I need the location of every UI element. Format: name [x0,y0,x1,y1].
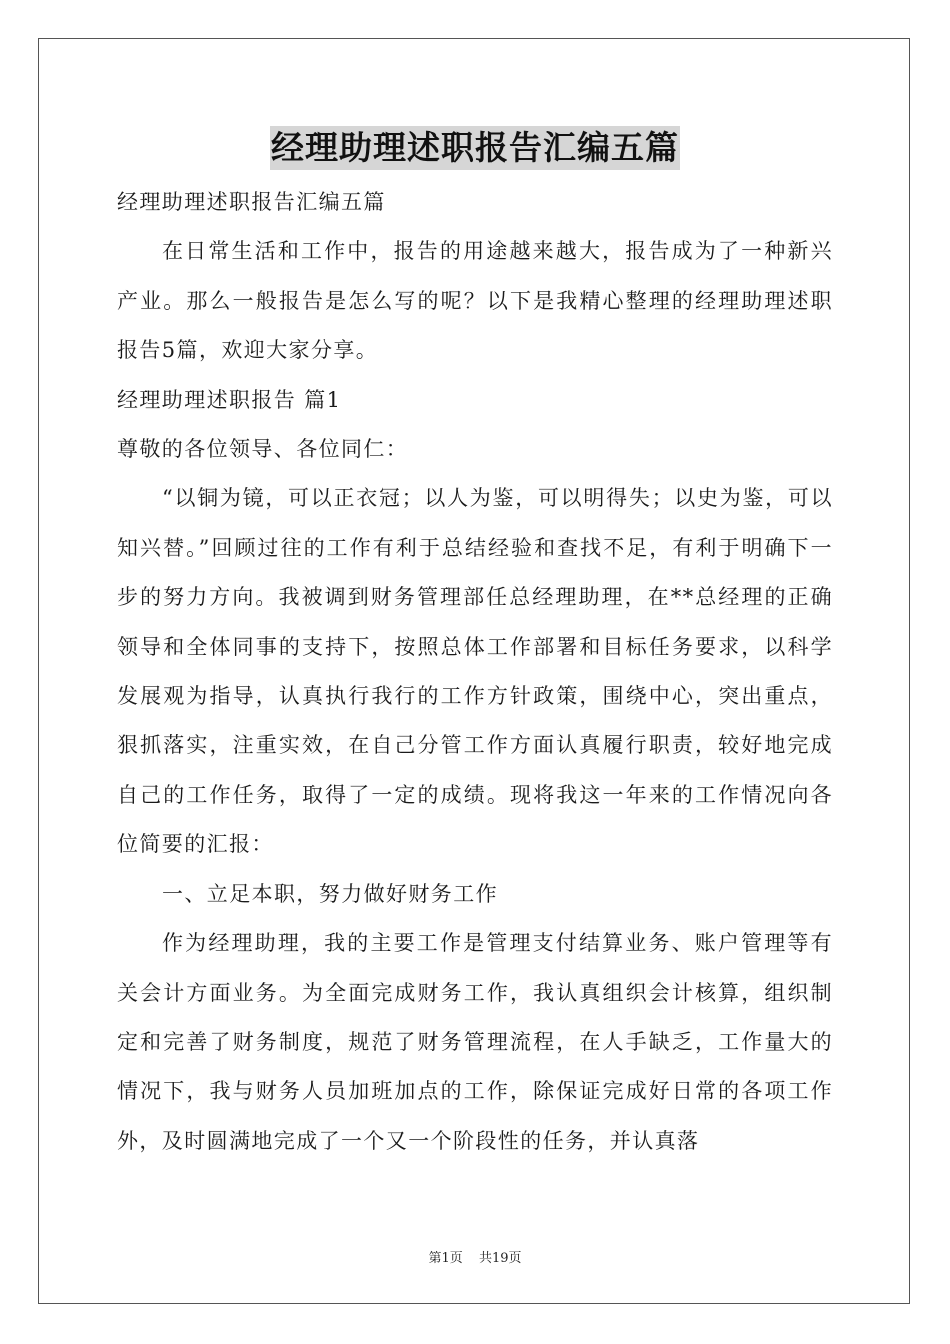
page-number: 第1页 [428,1251,463,1266]
section-heading: 经理助理述职报告 篇1 [117,387,342,412]
subheading: 一、立足本职，努力做好财务工作 [162,881,498,906]
page-footer [0,1247,950,1266]
subtitle-paragraph: 经理助理述职报告汇编五篇 [117,190,386,214]
body-paragraph: “以铜为镜，可以正衣冠；以人为鉴，可以明得失；以史为鉴，可以知兴替。”回顾过往的工作有利于总结经验和查找不足，有利于明确下一步的努力方向。我被调到财务管理部任总经理助理，在**总经理的正确领导和全体同事的支持下，按照总体工作部署和目标任务要求，以科学发展观为指导，认真执行我行的工作方针政策，围绕中心，突出重点，狠抓落实，注重实效，在自己分管工作方面认真履行职责，较好地完成自己的工作任务，取得了一定的成绩。现将我这一年来的工作情况向各位简要的汇报： [117,486,833,857]
total-pages: 共19页 [478,1251,522,1266]
body-paragraph: 作为经理助理，我的主要工作是管理支付结算业务、账户管理等有关会计方面业务。为全面完成财务工作，我认真组织会计核算，组织制定和完善了财务制度，规范了财务管理流程，在人手缺乏，工作量大的情况下，我与财务人员加班加点的工作，除保证完成好日常的各项工作外，及时圆满地完成了一个又一个阶段性的任务，并认真落 [117,931,833,1153]
intro-paragraph: 在日常生活和工作中，报告的用途越来越大，报告成为了一种新兴产业。那么一般报告是怎么写的呢？以下是我精心整理的经理助理述职报告5篇，欢迎大家分享。 [117,239,833,363]
salutation: 尊敬的各位领导、各位同仁： [117,437,409,462]
document-title: 经理助理述职报告汇编五篇 [270,126,680,170]
document-body [117,178,833,1166]
title-block [0,126,950,170]
